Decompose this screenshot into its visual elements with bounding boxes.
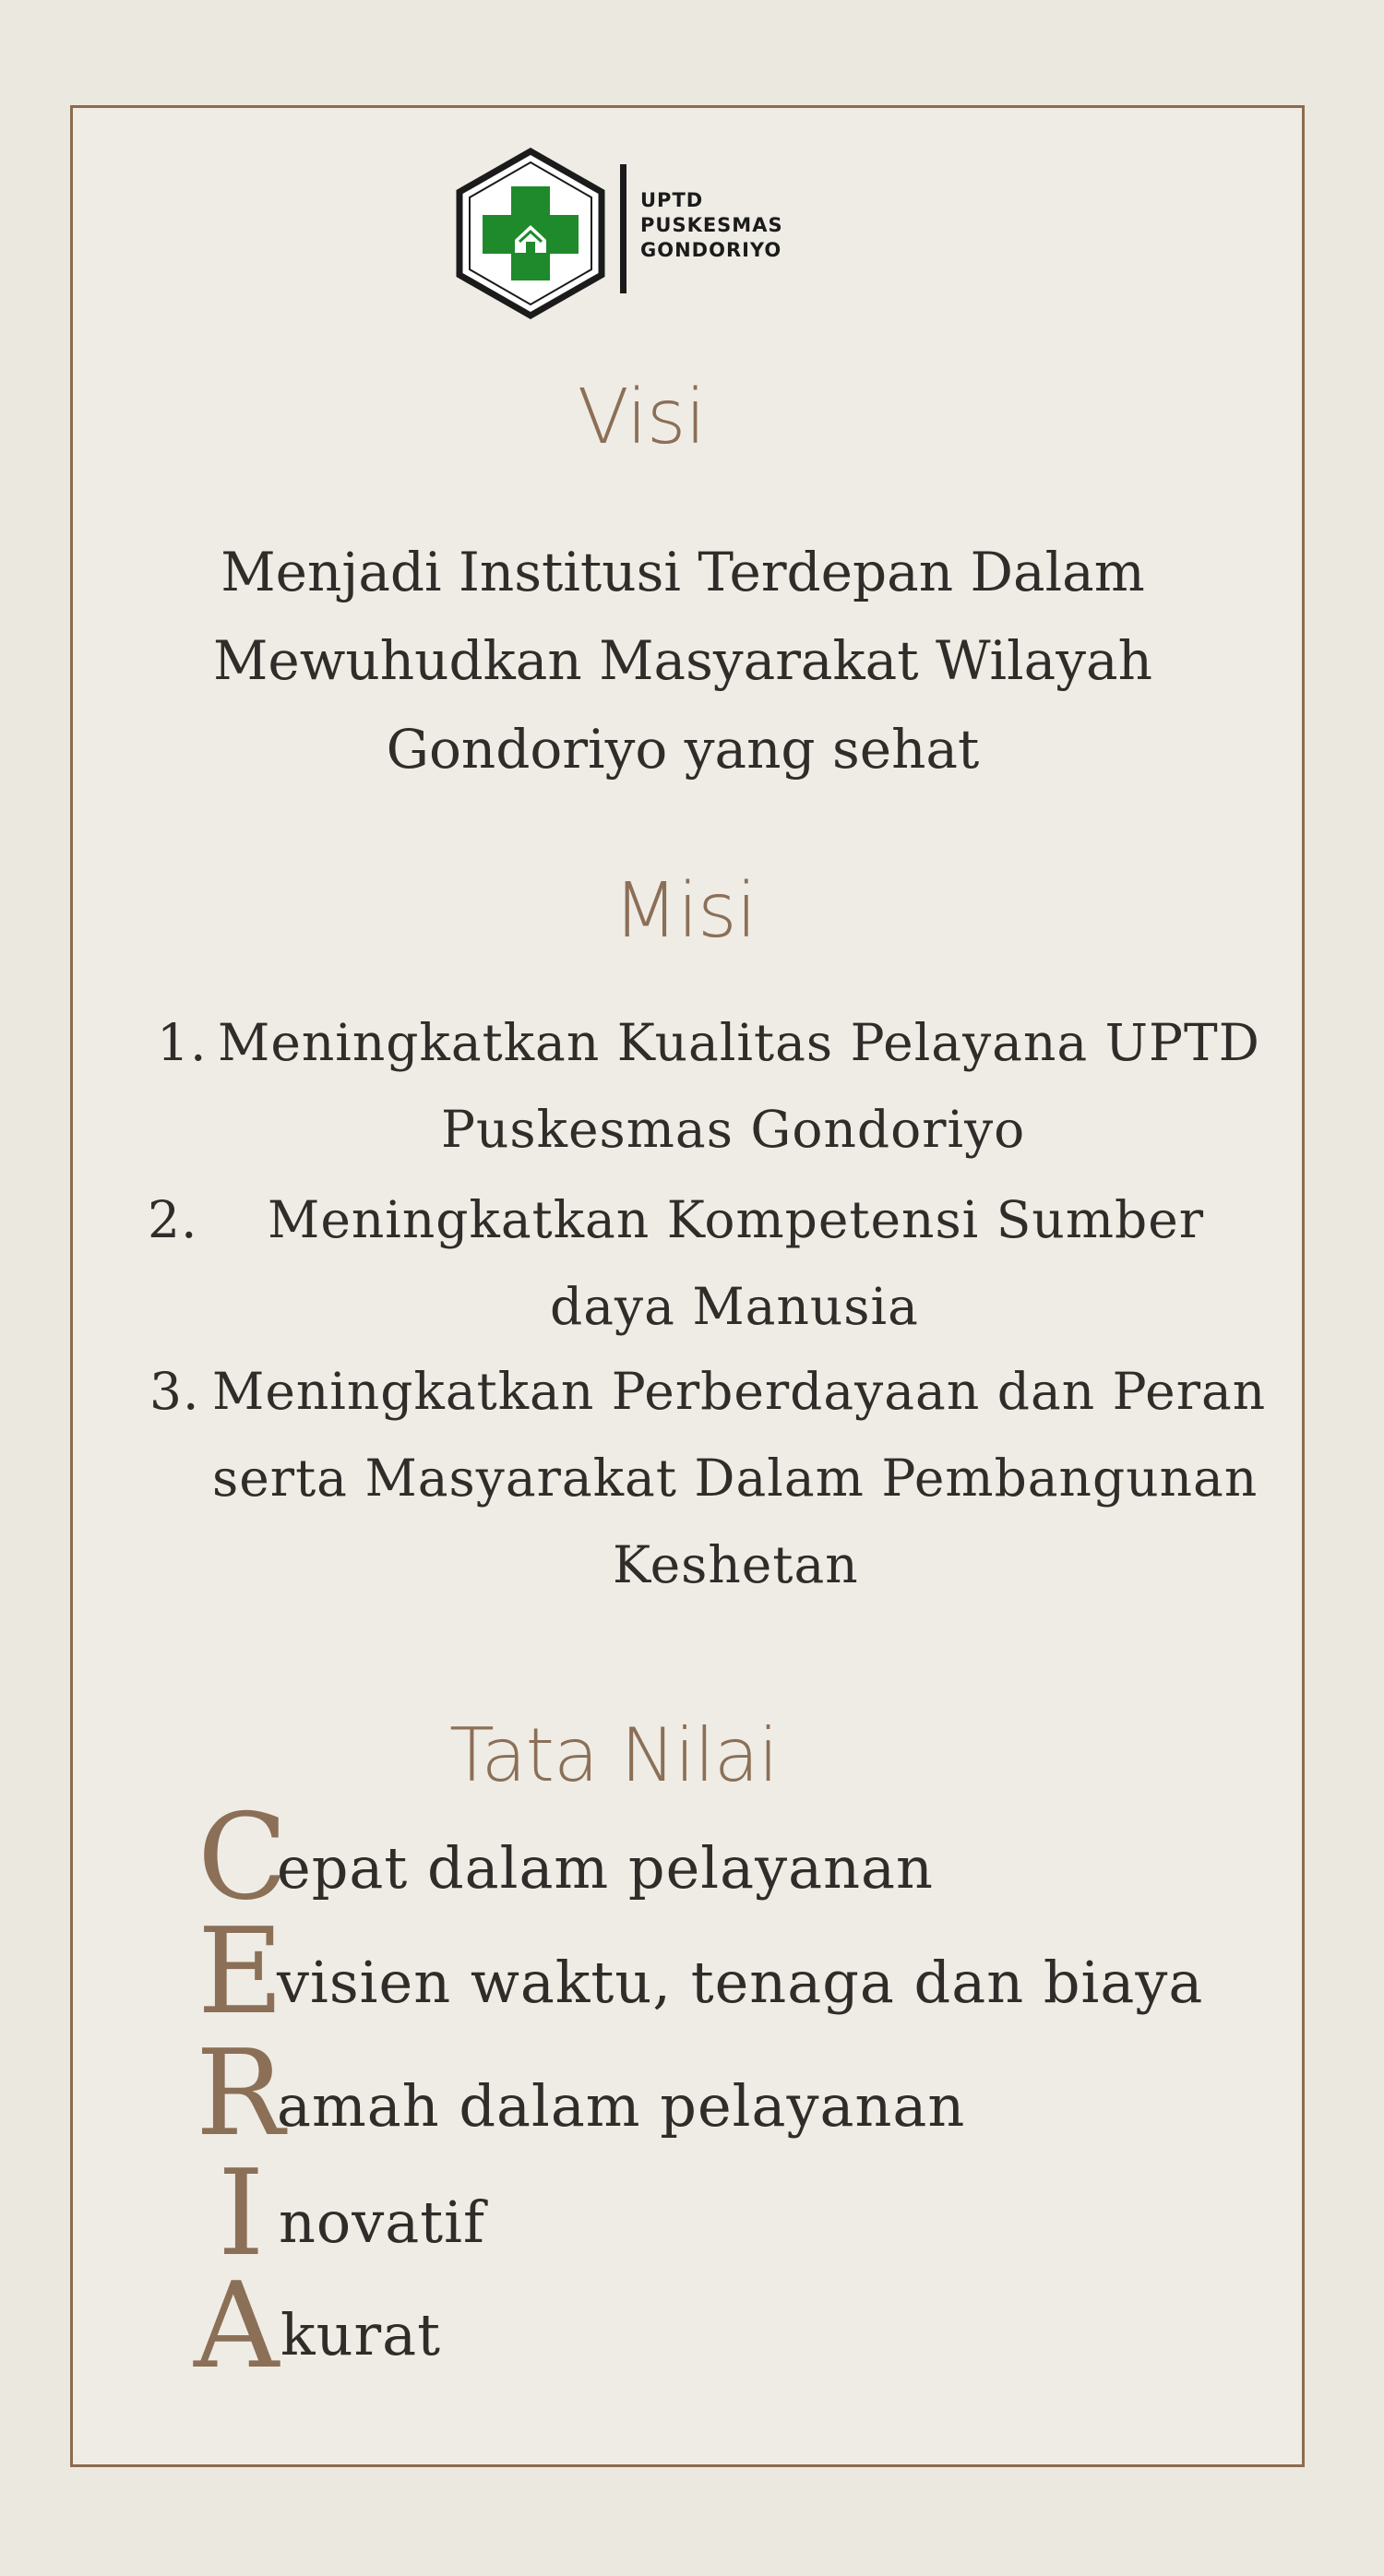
tata-nilai-heading: Tata Nilai	[448, 1712, 778, 1798]
visi-line: Mewuhudkan Masyarakat Wilayah	[213, 629, 1152, 692]
tata-nilai-initial: C	[197, 1789, 288, 1926]
tata-nilai-item	[0, 2145, 1384, 2283]
tata-nilai-text: novatif	[279, 2188, 485, 2256]
tata-nilai-initial: I	[218, 2145, 265, 2283]
tata-nilai-initial: E	[197, 1903, 284, 2041]
misi-item-line: Meningkatkan Perberdayaan dan Peran	[212, 1362, 1267, 1421]
logo-line: GONDORIYO	[640, 239, 782, 261]
tata-nilai-text: epat dalam pelayanan	[277, 1834, 934, 1902]
tata-nilai-text: kurat	[280, 2301, 442, 2368]
misi-number: 3.	[149, 1362, 200, 1421]
misi-item-line: Keshetan	[613, 1535, 859, 1594]
misi-item-line: Meningkatkan Kompetensi Sumber	[268, 1190, 1205, 1249]
visi-heading: Visi	[577, 374, 706, 461]
misi-item-line: daya Manusia	[550, 1277, 919, 1336]
tata-nilai-initial: R	[196, 2025, 285, 2163]
tata-nilai-text: visien waktu, tenaga dan biaya	[277, 1949, 1204, 2016]
tata-nilai-text: amah dalam pelayanan	[277, 2072, 966, 2140]
tata-nilai-item	[0, 2258, 1384, 2395]
visi-line: Menjadi Institusi Terdepan Dalam	[221, 541, 1145, 603]
logo-line: UPTD	[640, 189, 704, 211]
visi-line: Gondoriyo yang sehat	[386, 718, 980, 781]
misi-item-line: Puskesmas Gondoriyo	[441, 1100, 1026, 1159]
tata-nilai-initial: A	[194, 2258, 280, 2395]
misi-item-line: Meningkatkan Kualitas Pelayana UPTD	[218, 1013, 1260, 1072]
tata-nilai-item	[0, 1903, 1384, 2041]
misi-number: 2.	[148, 1190, 198, 1249]
tata-nilai-item	[0, 1789, 1384, 1926]
misi-heading: Misi	[613, 867, 757, 955]
misi-item-line: serta Masyarakat Dalam Pembangunan	[212, 1449, 1259, 1508]
misi-number: 1.	[157, 1013, 208, 1072]
logo-line: PUSKESMAS	[640, 214, 783, 236]
tata-nilai-item	[0, 2025, 1384, 2163]
